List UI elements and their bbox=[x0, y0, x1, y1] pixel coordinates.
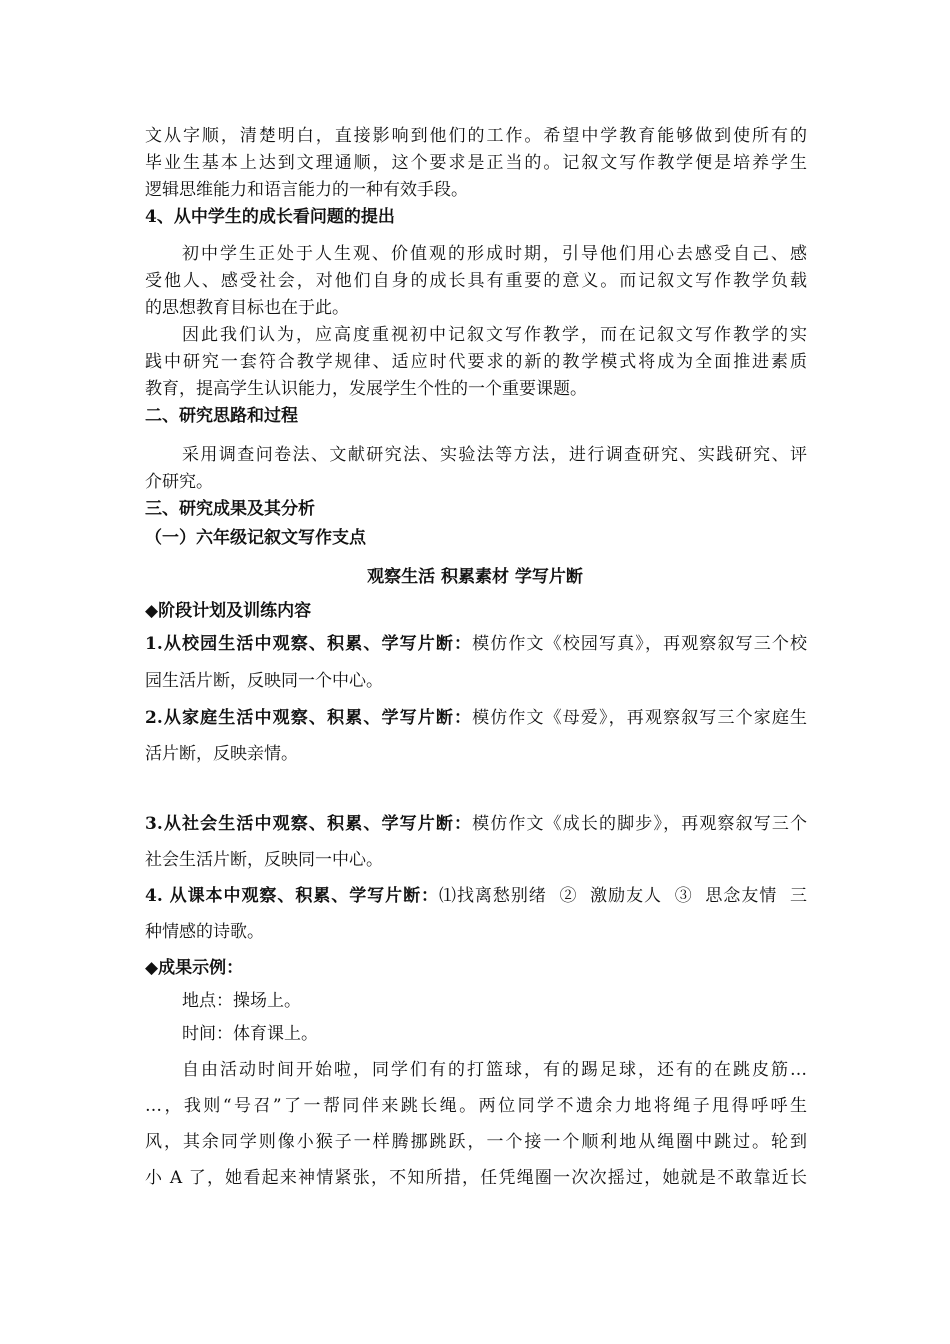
centered-title: 观察生活 积累素材 学写片断 bbox=[367, 567, 583, 587]
paragraph-line: 毕业生基本上达到文理通顺，这个要求是正当的。记叙文写作教学便是培养学生 bbox=[145, 153, 807, 173]
paragraph-line: 种情感的诗歌。 bbox=[145, 922, 264, 942]
item-line bbox=[145, 884, 807, 908]
paragraph-line: 时间：体育课上。 bbox=[182, 1024, 318, 1044]
paragraph-line: 风，其余同学则像小猴子一样腾挪跳跃，一个接一个顺利地从绳圈中跳过。轮到 bbox=[145, 1132, 807, 1152]
paragraph-line: 活片断，反映亲情。 bbox=[145, 744, 298, 764]
item-text: 模仿作文《母爱》，再观察叙写三个家庭生 bbox=[472, 708, 807, 728]
paragraph-line: 园生活片断，反映同一个中心。 bbox=[145, 671, 383, 691]
section-heading: 三、研究成果及其分析 bbox=[145, 499, 315, 519]
item-text: 模仿作文《校园写真》，再观察叙写三个校 bbox=[472, 634, 807, 654]
paragraph-line: 践中研究一套符合教学规律、适应时代要求的新的教学模式将成为全面推进素质 bbox=[145, 352, 807, 372]
item-label: 3.从社会生活中观察、积累、学写片断： bbox=[145, 814, 473, 834]
paragraph-line: …，我则“号召”了一帮同伴来跳长绳。两位同学不遗余力地将绳子甩得呼呼生 bbox=[145, 1096, 807, 1116]
paragraph-line: 教育，提高学生认识能力，发展学生个性的一个重要课题。 bbox=[145, 379, 587, 399]
paragraph-line: 逻辑思维能力和语言能力的一种有效手段。 bbox=[145, 180, 468, 200]
subsection-heading: （一）六年级记叙文写作支点 bbox=[145, 528, 366, 548]
paragraph-line: 的思想教育目标也在于此。 bbox=[145, 298, 349, 318]
item-text: 模仿作文《成长的脚步》，再观察叙写三个 bbox=[472, 814, 807, 834]
paragraph-line: 因此我们认为，应高度重视初中记叙文写作教学，而在记叙文写作教学的实 bbox=[182, 325, 807, 345]
paragraph-line: 受他人、感受社会，对他们自身的成长具有重要的意义。而记叙文写作教学负载 bbox=[145, 271, 807, 291]
paragraph-line: 自由活动时间开始啦，同学们有的打篮球，有的踢足球，还有的在跳皮筋… bbox=[182, 1060, 807, 1080]
section-heading: 二、研究思路和过程 bbox=[145, 406, 298, 426]
paragraph-line: 地点：操场上。 bbox=[182, 991, 301, 1011]
item-line bbox=[145, 812, 807, 836]
paragraph-line: 采用调查问卷法、文献研究法、实验法等方法，进行调查研究、实践研究、评 bbox=[182, 445, 807, 465]
bullet-heading: ◆阶段计划及训练内容 bbox=[145, 601, 312, 621]
item-line bbox=[145, 632, 807, 656]
paragraph-line: 初中学生正处于人生观、价值观的形成时期，引导他们用心去感受自己、感 bbox=[182, 244, 807, 264]
paragraph-line: 文从字顺，清楚明白，直接影响到他们的工作。希望中学教育能够做到使所有的 bbox=[145, 126, 807, 146]
paragraph-line: 社会生活片断，反映同一中心。 bbox=[145, 850, 383, 870]
item-label: 2.从家庭生活中观察、积累、学写片断： bbox=[145, 708, 473, 728]
paragraph-line: 介研究。 bbox=[145, 472, 213, 492]
section-heading: 4、从中学生的成长看问题的提出 bbox=[145, 207, 395, 227]
item-line bbox=[145, 706, 807, 730]
item-text: ⑴找离愁别绪 ② 激励友人 ③ 思念友情 三 bbox=[439, 886, 807, 906]
paragraph-line: 小 A 了，她看起来神情紧张，不知所措，任凭绳圈一次次摇过，她就是不敢靠近长 bbox=[145, 1168, 807, 1188]
item-label: 1.从校园生活中观察、积累、学写片断： bbox=[145, 634, 473, 654]
item-label: 4. 从课本中观察、积累、学写片断： bbox=[145, 886, 440, 906]
bullet-heading: ◆成果示例： bbox=[145, 958, 244, 978]
